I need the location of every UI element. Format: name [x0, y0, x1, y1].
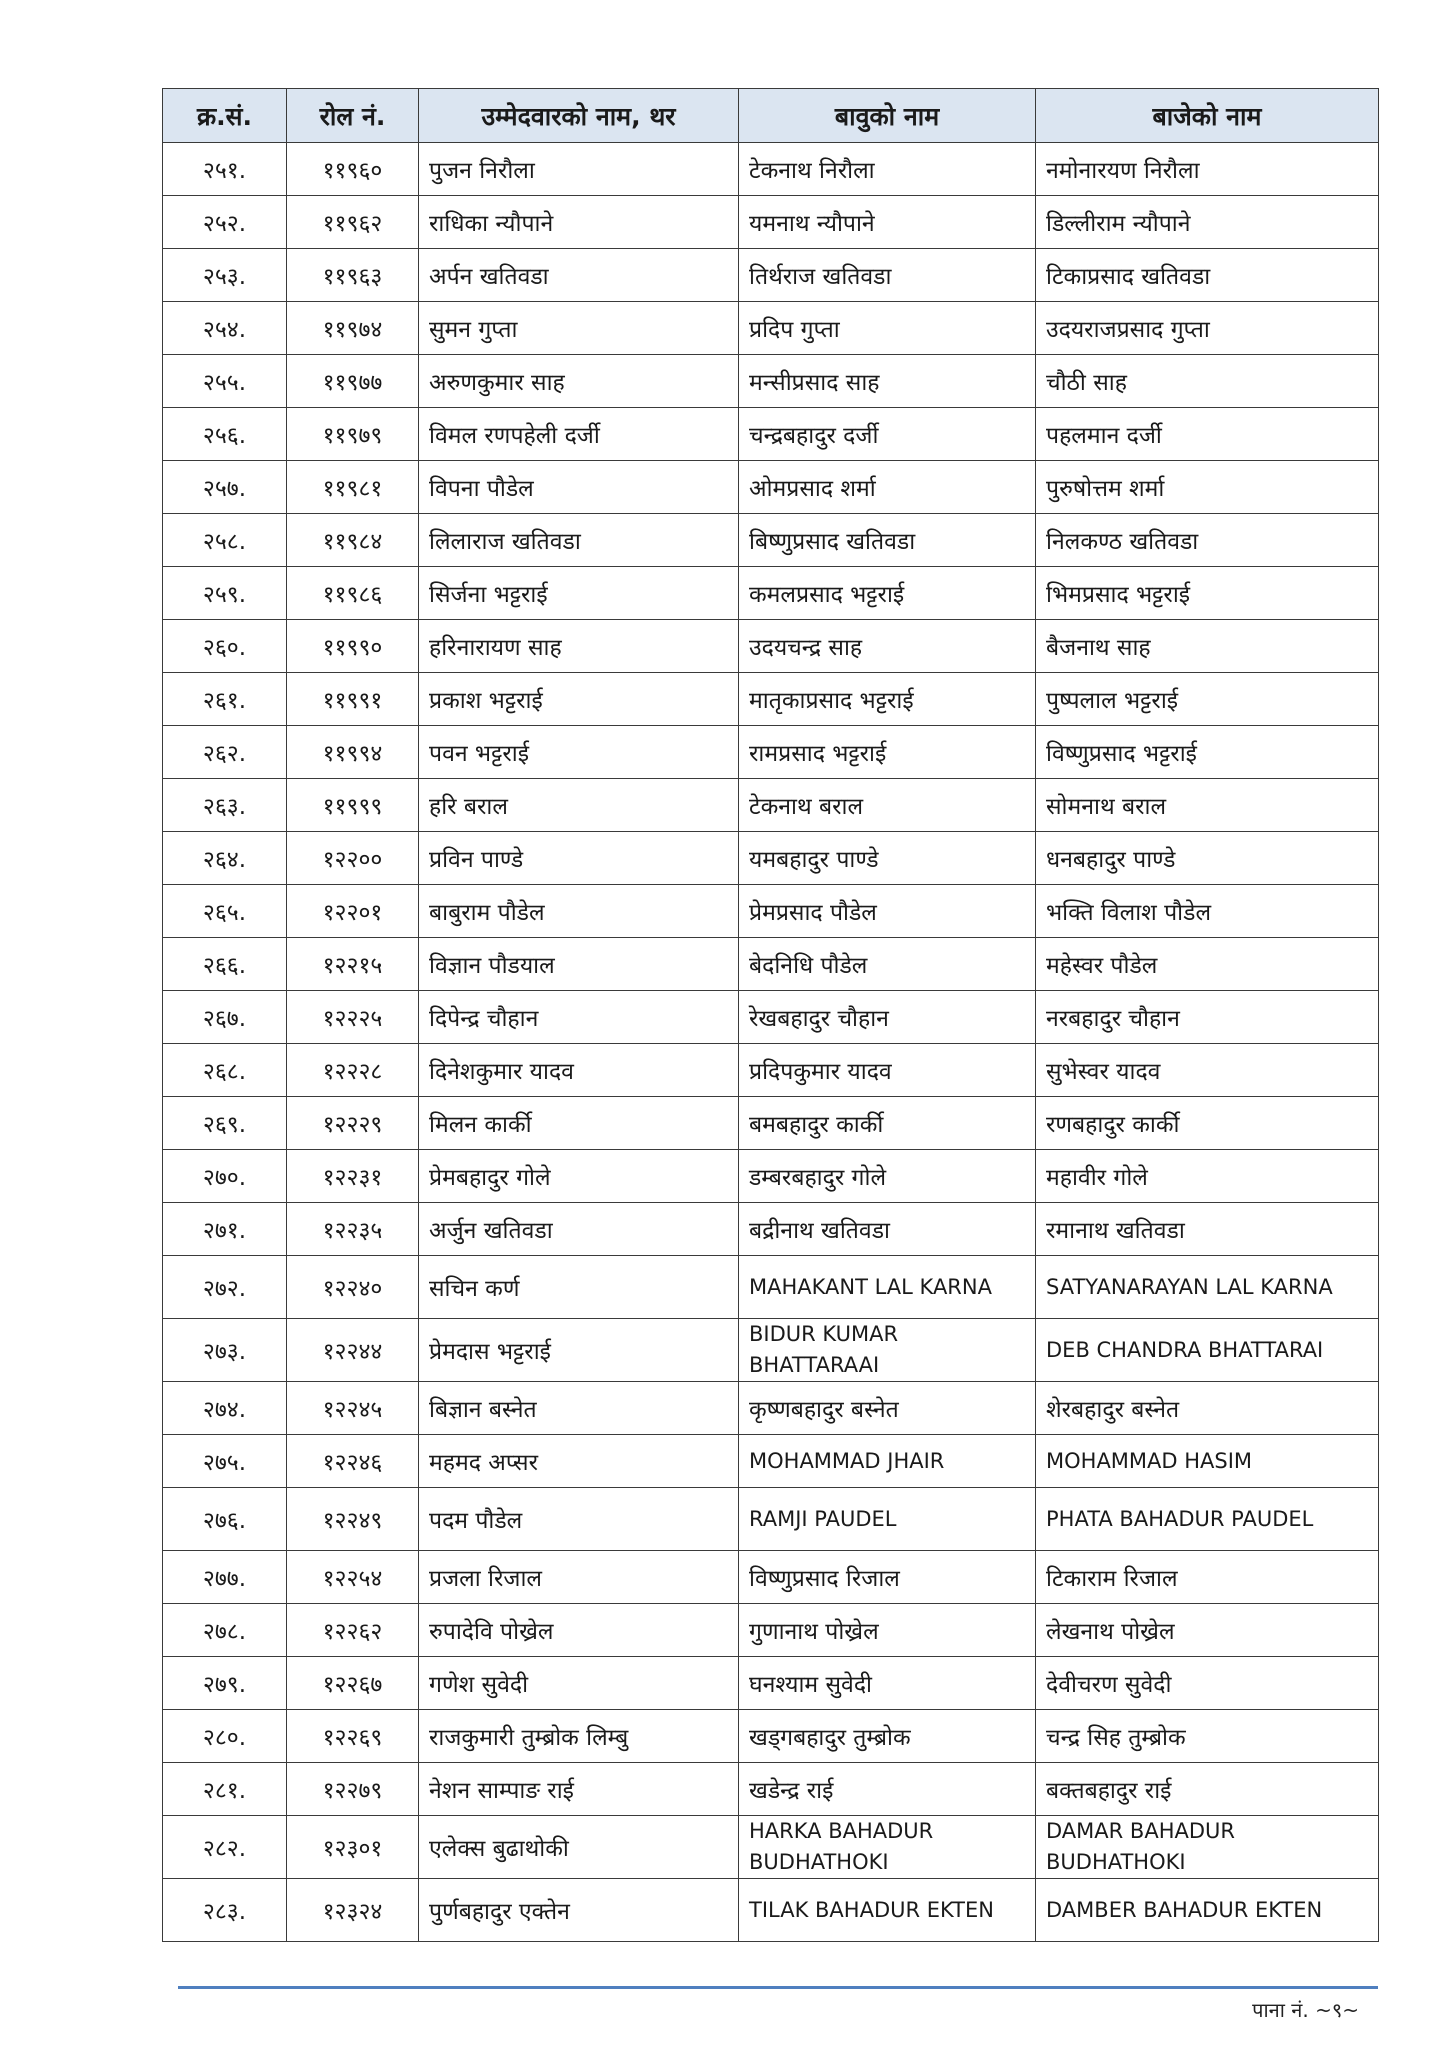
- candidate-name-cell: बिज्ञान बस्नेत: [419, 1382, 739, 1435]
- roll-cell: १२२६९: [287, 1710, 419, 1763]
- serial-cell: २५१.: [163, 143, 287, 196]
- father-name-cell: रेखबहादुर चौहान: [739, 991, 1036, 1044]
- candidate-name-cell: हरिनारायण साह: [419, 620, 739, 673]
- father-name-cell: प्रदिपकुमार यादव: [739, 1044, 1036, 1097]
- table-row: [163, 1382, 1379, 1435]
- grandfather-name-cell: नमोनारयण निरौला: [1036, 143, 1379, 196]
- candidate-name-cell: प्रेमदास भट्टराई: [419, 1319, 739, 1382]
- serial-cell: २५४.: [163, 302, 287, 355]
- serial-cell: २८३.: [163, 1879, 287, 1942]
- roll-cell: ११९९४: [287, 726, 419, 779]
- father-name-cell: MOHAMMAD JHAIR: [739, 1435, 1036, 1488]
- roll-cell: ११९७७: [287, 355, 419, 408]
- roll-cell: १२२६७: [287, 1657, 419, 1710]
- table-row: [163, 1763, 1379, 1816]
- table-row: [163, 1319, 1379, 1382]
- grandfather-name-cell: महेस्वर पौडेल: [1036, 938, 1379, 991]
- father-name-cell: टेकनाथ बराल: [739, 779, 1036, 832]
- footer-divider: [178, 1986, 1378, 1989]
- candidate-name-cell: दिनेशकुमार यादव: [419, 1044, 739, 1097]
- table-row: [163, 1435, 1379, 1488]
- grandfather-name-cell: देवीचरण सुवेदी: [1036, 1657, 1379, 1710]
- father-name-cell: RAMJI PAUDEL: [739, 1488, 1036, 1551]
- father-name-cell: ओमप्रसाद शर्मा: [739, 461, 1036, 514]
- candidate-name-cell: विज्ञान पौडयाल: [419, 938, 739, 991]
- table-row: [163, 302, 1379, 355]
- roll-cell: १२२४६: [287, 1435, 419, 1488]
- father-name-cell: उदयचन्द्र साह: [739, 620, 1036, 673]
- header-grandfather-name: बाजेको नाम: [1036, 89, 1379, 143]
- header-roll-no: रोल नं.: [287, 89, 419, 143]
- table-row: [163, 1879, 1379, 1942]
- roll-cell: ११९८४: [287, 514, 419, 567]
- serial-cell: २८०.: [163, 1710, 287, 1763]
- table-row: [163, 673, 1379, 726]
- candidate-name-cell: हरि बराल: [419, 779, 739, 832]
- roll-cell: १२२४५: [287, 1382, 419, 1435]
- table-row: [163, 408, 1379, 461]
- table-row: [163, 1604, 1379, 1657]
- grandfather-name-cell: बैजनाथ साह: [1036, 620, 1379, 673]
- roll-cell: १२२४०: [287, 1256, 419, 1319]
- roll-cell: १२२३१: [287, 1150, 419, 1203]
- candidate-name-cell: लिलाराज खतिवडा: [419, 514, 739, 567]
- roll-cell: १२२४९: [287, 1488, 419, 1551]
- table-row: [163, 1203, 1379, 1256]
- grandfather-name-cell: नरबहादुर चौहान: [1036, 991, 1379, 1044]
- roll-cell: १२२०१: [287, 885, 419, 938]
- table-body: [163, 143, 1379, 1942]
- header-father-name: बावुको नाम: [739, 89, 1036, 143]
- roll-cell: १२२६२: [287, 1604, 419, 1657]
- serial-cell: २६८.: [163, 1044, 287, 1097]
- grandfather-name-cell: विष्णुप्रसाद भट्टराई: [1036, 726, 1379, 779]
- grandfather-name-cell: पुरुषोत्तम शर्मा: [1036, 461, 1379, 514]
- grandfather-name-cell: डिल्लीराम न्यौपाने: [1036, 196, 1379, 249]
- serial-cell: २५३.: [163, 249, 287, 302]
- grandfather-name-cell: शेरबहादुर बस्नेत: [1036, 1382, 1379, 1435]
- serial-cell: २६२.: [163, 726, 287, 779]
- candidate-name-cell: अर्जुन खतिवडा: [419, 1203, 739, 1256]
- table-row: [163, 1657, 1379, 1710]
- father-name-cell: BIDUR KUMAR BHATTARAAI: [739, 1319, 1036, 1382]
- serial-cell: २७५.: [163, 1435, 287, 1488]
- father-name-cell: यमबहादुर पाण्डे: [739, 832, 1036, 885]
- table-row: [163, 620, 1379, 673]
- table-header-row: [163, 89, 1379, 143]
- father-name-cell: तिर्थराज खतिवडा: [739, 249, 1036, 302]
- serial-cell: २७६.: [163, 1488, 287, 1551]
- candidate-name-cell: प्रेमबहादुर गोले: [419, 1150, 739, 1203]
- roll-cell: १२२४४: [287, 1319, 419, 1382]
- candidate-name-cell: दिपेन्द्र चौहान: [419, 991, 739, 1044]
- roll-cell: १२२१५: [287, 938, 419, 991]
- table-row: [163, 1488, 1379, 1551]
- grandfather-name-cell: PHATA BAHADUR PAUDEL: [1036, 1488, 1379, 1551]
- roll-cell: १२२२८: [287, 1044, 419, 1097]
- father-name-cell: चन्द्रबहादुर दर्जी: [739, 408, 1036, 461]
- father-name-cell: खडेन्द्र राई: [739, 1763, 1036, 1816]
- roll-cell: १२२२९: [287, 1097, 419, 1150]
- serial-cell: २६९.: [163, 1097, 287, 1150]
- table-row: [163, 938, 1379, 991]
- table-row: [163, 832, 1379, 885]
- grandfather-name-cell: DEB CHANDRA BHATTARAI: [1036, 1319, 1379, 1382]
- candidate-table: [162, 88, 1379, 1942]
- candidate-name-cell: सचिन कर्ण: [419, 1256, 739, 1319]
- father-name-cell: बद्रीनाथ खतिवडा: [739, 1203, 1036, 1256]
- grandfather-name-cell: भक्ति विलाश पौडेल: [1036, 885, 1379, 938]
- father-name-cell: मातृकाप्रसाद भट्टराई: [739, 673, 1036, 726]
- serial-cell: २८१.: [163, 1763, 287, 1816]
- candidate-name-cell: पदम पौडेल: [419, 1488, 739, 1551]
- table-row: [163, 143, 1379, 196]
- father-name-cell: HARKA BAHADUR BUDHATHOKI: [739, 1816, 1036, 1879]
- grandfather-name-cell: DAMBER BAHADUR EKTEN: [1036, 1879, 1379, 1942]
- roll-cell: १२२२५: [287, 991, 419, 1044]
- serial-cell: २६६.: [163, 938, 287, 991]
- father-name-cell: डम्बरबहादुर गोले: [739, 1150, 1036, 1203]
- roll-cell: १२३२४: [287, 1879, 419, 1942]
- grandfather-name-cell: लेखनाथ पोख्रेल: [1036, 1604, 1379, 1657]
- roll-cell: १२२५४: [287, 1551, 419, 1604]
- father-name-cell: बमबहादुर कार्की: [739, 1097, 1036, 1150]
- roll-cell: ११९७९: [287, 408, 419, 461]
- serial-cell: २५९.: [163, 567, 287, 620]
- serial-cell: २६५.: [163, 885, 287, 938]
- header-candidate-name: उम्मेदवारको नाम, थर: [419, 89, 739, 143]
- table-row: [163, 1710, 1379, 1763]
- candidate-name-cell: प्रकाश भट्टराई: [419, 673, 739, 726]
- candidate-name-cell: गणेश सुवेदी: [419, 1657, 739, 1710]
- serial-cell: २७४.: [163, 1382, 287, 1435]
- grandfather-name-cell: रणबहादुर कार्की: [1036, 1097, 1379, 1150]
- grandfather-name-cell: टिकाराम रिजाल: [1036, 1551, 1379, 1604]
- father-name-cell: कमलप्रसाद भट्टराई: [739, 567, 1036, 620]
- candidate-name-cell: सिर्जना भट्टराई: [419, 567, 739, 620]
- serial-cell: २६७.: [163, 991, 287, 1044]
- father-name-cell: मन्सीप्रसाद साह: [739, 355, 1036, 408]
- header-serial: क्र.सं.: [163, 89, 287, 143]
- serial-cell: २७२.: [163, 1256, 287, 1319]
- roll-cell: ११९७४: [287, 302, 419, 355]
- table-row: [163, 355, 1379, 408]
- serial-cell: २७८.: [163, 1604, 287, 1657]
- grandfather-name-cell: सोमनाथ बराल: [1036, 779, 1379, 832]
- grandfather-name-cell: MOHAMMAD HASIM: [1036, 1435, 1379, 1488]
- grandfather-name-cell: भिमप्रसाद भट्टराई: [1036, 567, 1379, 620]
- candidate-name-cell: महमद अप्सर: [419, 1435, 739, 1488]
- serial-cell: २५२.: [163, 196, 287, 249]
- roll-cell: १२३०१: [287, 1816, 419, 1879]
- serial-cell: २६१.: [163, 673, 287, 726]
- serial-cell: २५७.: [163, 461, 287, 514]
- father-name-cell: टेकनाथ निरौला: [739, 143, 1036, 196]
- candidate-name-cell: रुपादेवि पोख्रेल: [419, 1604, 739, 1657]
- grandfather-name-cell: महावीर गोले: [1036, 1150, 1379, 1203]
- roll-cell: १२२७९: [287, 1763, 419, 1816]
- roll-cell: १२२३५: [287, 1203, 419, 1256]
- candidate-name-cell: प्रविन पाण्डे: [419, 832, 739, 885]
- table-row: [163, 461, 1379, 514]
- roll-cell: ११९६०: [287, 143, 419, 196]
- father-name-cell: गुणानाथ पोख्रेल: [739, 1604, 1036, 1657]
- serial-cell: २७३.: [163, 1319, 287, 1382]
- serial-cell: २५८.: [163, 514, 287, 567]
- roll-cell: १२२००: [287, 832, 419, 885]
- candidate-name-cell: प्रजला रिजाल: [419, 1551, 739, 1604]
- father-name-cell: प्रेमप्रसाद पौडेल: [739, 885, 1036, 938]
- roll-cell: ११९८१: [287, 461, 419, 514]
- father-name-cell: कृष्णबहादुर बस्नेत: [739, 1382, 1036, 1435]
- table-row: [163, 991, 1379, 1044]
- grandfather-name-cell: पुष्पलाल भट्टराई: [1036, 673, 1379, 726]
- father-name-cell: रामप्रसाद भट्टराई: [739, 726, 1036, 779]
- serial-cell: २५५.: [163, 355, 287, 408]
- table-row: [163, 567, 1379, 620]
- table-row: [163, 196, 1379, 249]
- page-number: पाना नं. ~९~: [1252, 1998, 1359, 2022]
- roll-cell: ११९९९: [287, 779, 419, 832]
- candidate-name-cell: सुमन गुप्ता: [419, 302, 739, 355]
- serial-cell: २८२.: [163, 1816, 287, 1879]
- roll-cell: ११९९१: [287, 673, 419, 726]
- father-name-cell: यमनाथ न्यौपाने: [739, 196, 1036, 249]
- candidate-name-cell: अर्पन खतिवडा: [419, 249, 739, 302]
- serial-cell: २७७.: [163, 1551, 287, 1604]
- table-row: [163, 1816, 1379, 1879]
- grandfather-name-cell: टिकाप्रसाद खतिवडा: [1036, 249, 1379, 302]
- candidate-name-cell: राजकुमारी तुम्ब्रोक लिम्बु: [419, 1710, 739, 1763]
- table-row: [163, 1150, 1379, 1203]
- serial-cell: २५६.: [163, 408, 287, 461]
- serial-cell: २७९.: [163, 1657, 287, 1710]
- grandfather-name-cell: सुभेस्वर यादव: [1036, 1044, 1379, 1097]
- candidate-name-cell: पुजन निरौला: [419, 143, 739, 196]
- father-name-cell: विष्णुप्रसाद रिजाल: [739, 1551, 1036, 1604]
- roll-cell: ११९९०: [287, 620, 419, 673]
- table-row: [163, 1256, 1379, 1319]
- father-name-cell: प्रदिप गुप्ता: [739, 302, 1036, 355]
- grandfather-name-cell: चन्द्र सिह तुम्ब्रोक: [1036, 1710, 1379, 1763]
- candidate-name-cell: पवन भट्टराई: [419, 726, 739, 779]
- candidate-name-cell: विमल रणपहेली दर्जी: [419, 408, 739, 461]
- grandfather-name-cell: रमानाथ खतिवडा: [1036, 1203, 1379, 1256]
- table-row: [163, 514, 1379, 567]
- father-name-cell: खड्गबहादुर तुम्ब्रोक: [739, 1710, 1036, 1763]
- table-row: [163, 779, 1379, 832]
- serial-cell: २७०.: [163, 1150, 287, 1203]
- roll-cell: ११९८६: [287, 567, 419, 620]
- candidate-name-cell: विपना पौडेल: [419, 461, 739, 514]
- father-name-cell: घनश्याम सुवेदी: [739, 1657, 1036, 1710]
- grandfather-name-cell: निलकण्ठ खतिवडा: [1036, 514, 1379, 567]
- table-row: [163, 885, 1379, 938]
- candidate-name-cell: पुर्णबहादुर एक्तेन: [419, 1879, 739, 1942]
- candidate-name-cell: मिलन कार्की: [419, 1097, 739, 1150]
- father-name-cell: बेदनिधि पौडेल: [739, 938, 1036, 991]
- serial-cell: २६३.: [163, 779, 287, 832]
- grandfather-name-cell: चौठी साह: [1036, 355, 1379, 408]
- father-name-cell: बिष्णुप्रसाद खतिवडा: [739, 514, 1036, 567]
- table-row: [163, 1551, 1379, 1604]
- table-row: [163, 249, 1379, 302]
- grandfather-name-cell: SATYANARAYAN LAL KARNA: [1036, 1256, 1379, 1319]
- grandfather-name-cell: DAMAR BAHADUR BUDHATHOKI: [1036, 1816, 1379, 1879]
- table-row: [163, 1044, 1379, 1097]
- candidate-name-cell: राधिका न्यौपाने: [419, 196, 739, 249]
- serial-cell: २७१.: [163, 1203, 287, 1256]
- grandfather-name-cell: पहलमान दर्जी: [1036, 408, 1379, 461]
- candidate-name-cell: नेशन साम्पाङ राई: [419, 1763, 739, 1816]
- roll-cell: ११९६२: [287, 196, 419, 249]
- table-row: [163, 726, 1379, 779]
- table-row: [163, 1097, 1379, 1150]
- serial-cell: २६४.: [163, 832, 287, 885]
- candidate-name-cell: अरुणकुमार साह: [419, 355, 739, 408]
- candidate-name-cell: एलेक्स बुढाथोकी: [419, 1816, 739, 1879]
- father-name-cell: TILAK BAHADUR EKTEN: [739, 1879, 1036, 1942]
- serial-cell: २६०.: [163, 620, 287, 673]
- candidate-name-cell: बाबुराम पौडेल: [419, 885, 739, 938]
- father-name-cell: MAHAKANT LAL KARNA: [739, 1256, 1036, 1319]
- roll-cell: ११९६३: [287, 249, 419, 302]
- grandfather-name-cell: धनबहादुर पाण्डे: [1036, 832, 1379, 885]
- grandfather-name-cell: उदयराजप्रसाद गुप्ता: [1036, 302, 1379, 355]
- grandfather-name-cell: बक्तबहादुर राई: [1036, 1763, 1379, 1816]
